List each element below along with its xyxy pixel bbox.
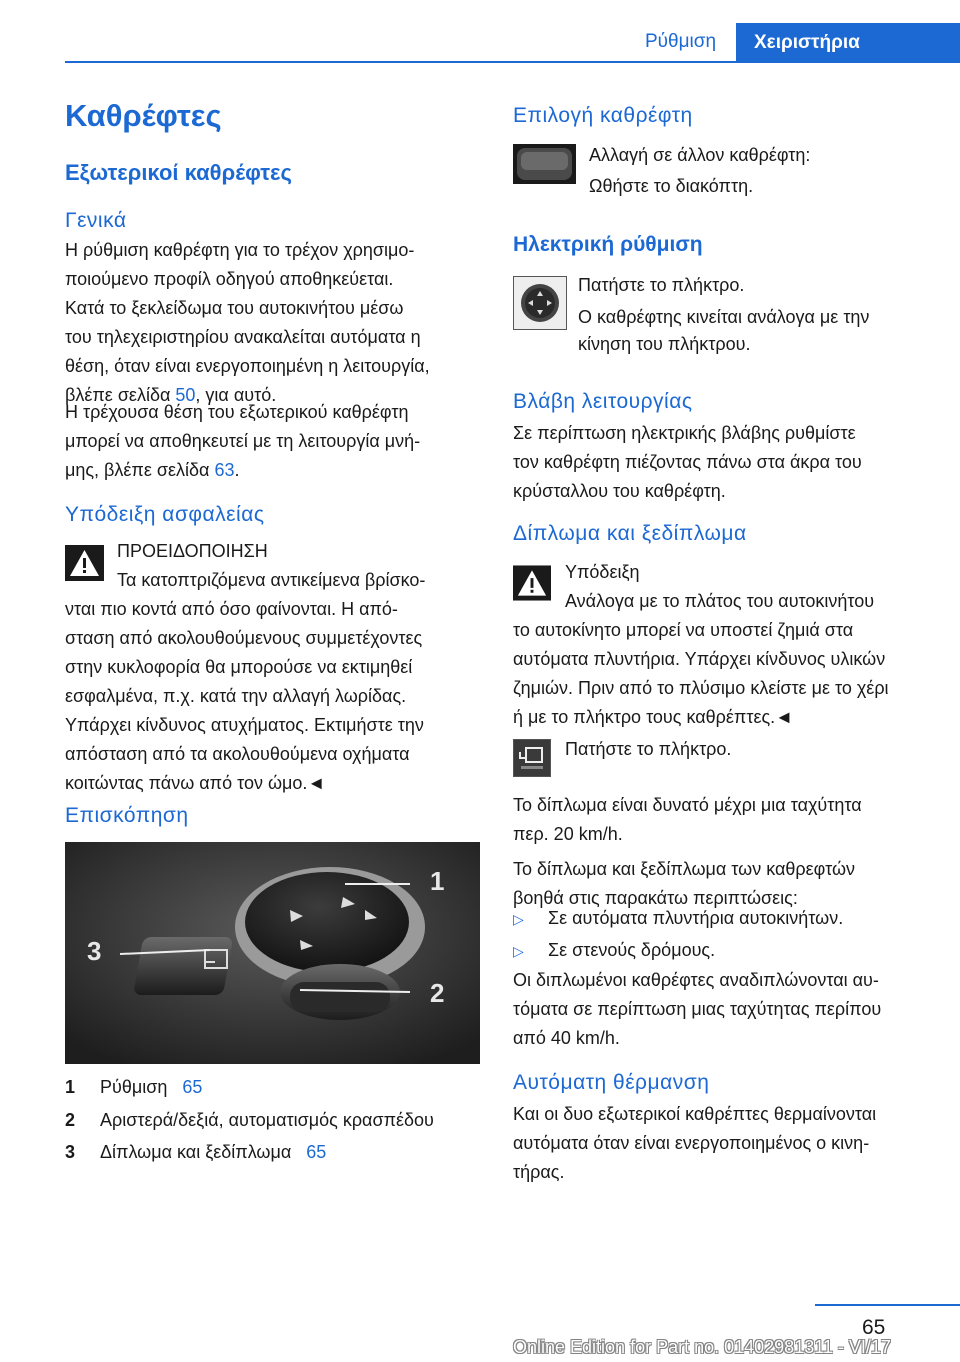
mirror-adjust-button-icon: [513, 276, 567, 330]
electric-line-2: Ο καθρέφτης κινείται ανάλογα με την: [578, 307, 870, 327]
text-line: θέση, όταν είναι ενεργοποιημένη η λειτουργία,: [65, 356, 430, 376]
heating-text: [513, 1100, 943, 1187]
mirror-switch-illustration: [65, 842, 480, 1064]
text-line: βλέπε σελίδα 50, για αυτό.: [65, 385, 277, 405]
malfunction-heading: Βλάβη λειτουργίας: [513, 390, 693, 413]
text-line: αυτόματα όταν είναι ενεργοποιημένος ο κινη-: [513, 1133, 870, 1153]
legend-item: Δίπλωμα και ξεδίπλωμα 65: [100, 1142, 327, 1162]
general-heading: Γενικά: [65, 209, 127, 232]
text-line: ποιούμενο προφίλ οδηγού αποθηκεύεται.: [65, 269, 394, 289]
callout-3: 3: [87, 936, 102, 966]
text-line: τήρας.: [513, 1162, 565, 1182]
legend-num: 3: [65, 1142, 76, 1162]
tab-chapter[interactable]: Χειριστήρια: [736, 23, 960, 63]
text-line: νται πιο κοντά από όσο φαίνονται. Η από-: [65, 599, 398, 619]
text-line: ή με το πλήκτρο τους καθρέπτες.◄: [513, 707, 793, 727]
text-line: Ανάλογα με το πλάτος του αυτοκινήτου: [565, 591, 875, 611]
text-line: τον καθρέφτη πιέζοντας πάνω στα άκρα του: [513, 452, 862, 472]
general-text-2: [65, 398, 485, 485]
footer-rule: [815, 1304, 960, 1306]
folding-heading: Δίπλωμα και ξεδίπλωμα: [513, 522, 747, 545]
page-header: [0, 23, 960, 61]
text-line: περ. 20 km/h.: [513, 824, 623, 844]
text-line: απόσταση από τα ακολουθούμενα οχήματα: [65, 744, 410, 764]
text-line: Και οι δυο εξωτερικοί καθρέπτες θερμαίνονται: [513, 1104, 877, 1124]
overview-heading: Επισκόπηση: [65, 804, 189, 827]
heating-heading: Αυτόματη θέρμανση: [513, 1071, 710, 1094]
page-ref-link[interactable]: 65: [306, 1142, 327, 1162]
page-ref-link[interactable]: 50: [175, 385, 196, 405]
text-line: ζημιών. Πριν από το πλύσιμο κλείστε με το χέρι: [513, 678, 889, 698]
text-line: Οι διπλωμένοι καθρέφτες αναδιπλώνονται αυ-: [513, 970, 879, 990]
page-number: 65: [862, 1316, 886, 1339]
bullet-triangle-icon: ▷: [513, 943, 524, 959]
page-ref-link[interactable]: 63: [214, 460, 235, 480]
select-line-1: Αλλαγή σε άλλον καθρέφτη:: [589, 145, 811, 165]
edition-watermark: Online Edition for Part no. 01402981311 - VI/17: [513, 1337, 891, 1357]
text-line: σταση από ακολουθούμενους συμμετέχοντες: [65, 628, 423, 648]
callout-1: 1: [430, 866, 445, 896]
safety-text: [65, 566, 485, 798]
page-ref-link[interactable]: 65: [182, 1077, 203, 1097]
folding-warning-text: [513, 587, 933, 732]
select-line-2: Ωθήστε το διακόπτη.: [589, 176, 754, 196]
text-line: στην κυκλοφορία θα μπορούσε να εκτιμηθεί: [65, 657, 413, 677]
bullet-item: Σε στενούς δρόμους.: [548, 940, 716, 960]
text-line: αυτόματα πλυντήρια. Υπάρχει κίνδυνος υλικών: [513, 649, 886, 669]
bullet-item: Σε αυτόματα πλυντήρια αυτοκινήτων.: [548, 908, 844, 928]
electric-heading: Ηλεκτρική ρύθμιση: [513, 233, 703, 256]
text-line: τόματα σε περίπτωση μιας ταχύτητας περίπου: [513, 999, 882, 1019]
text-line: μης, βλέπε σελίδα 63.: [65, 460, 240, 480]
text-line: Σε περίπτωση ηλεκτρικής βλάβης ρυθμίστε: [513, 423, 856, 443]
mirror-fold-button-icon: [513, 739, 551, 777]
legend-num: 1: [65, 1077, 76, 1097]
text-line: Η ρύθμιση καθρέφτη για το τρέχον χρησιμο-: [65, 240, 415, 260]
text-line: Το δίπλωμα είναι δυνατό μέχρι μια ταχύτητα: [513, 795, 862, 815]
text-line: βοηθά στις παρακάτω περιπτώσεις:: [513, 888, 798, 908]
malfunction-text: [513, 419, 933, 506]
safety-label: ΠΡΟΕΙΔΟΠΟΙΗΣΗ: [117, 541, 268, 561]
mirror-switch-photo: [65, 842, 480, 1064]
text-line: Τα κατοπτριζόμενα αντικείμενα βρίσκο-: [117, 570, 426, 590]
text-line: Υπάρχει κίνδυνος ατυχήματος. Εκτιμήστε την: [65, 715, 424, 735]
text-line: το αυτοκίνητο μπορεί να υποστεί ζημιά στα: [513, 620, 854, 640]
folding-label: Υπόδειξη: [565, 562, 640, 582]
legend-item: Αριστερά/δεξιά, αυτοματισμός κρασπέδου: [100, 1110, 434, 1130]
text-line: Κατά το ξεκλείδωμα του αυτοκινήτου μέσω: [65, 298, 404, 318]
mirror-select-switch-icon: [513, 144, 576, 184]
tab-section[interactable]: Ρύθμιση: [644, 31, 717, 52]
text-line: από 40 km/h.: [513, 1028, 620, 1048]
electric-line-3: κίνηση του πλήκτρου.: [578, 334, 751, 354]
folding-press: Πατήστε το πλήκτρο.: [565, 739, 732, 759]
text-line: κρύσταλλου του καθρέφτη.: [513, 481, 726, 501]
text-line: Το δίπλωμα και ξεδίπλωμα των καθρεφτών: [513, 859, 855, 879]
general-text: [65, 236, 485, 410]
legend-item: Ρύθμιση 65: [100, 1077, 203, 1097]
text-line: του τηλεχειριστηρίου ανακαλείται αυτόματα η: [65, 327, 421, 347]
folding-text: [513, 791, 933, 913]
text-line: Η τρέχουσα θέση του εξωτερικού καθρέφτη: [65, 402, 409, 422]
page-title: Καθρέφτες: [65, 98, 222, 133]
callout-2: 2: [430, 978, 445, 1008]
safety-heading: Υπόδειξη ασφαλείας: [65, 503, 265, 526]
bullet-triangle-icon: ▷: [513, 911, 524, 927]
text-line: κοιτώντας πάνω από τον ώμο.◄: [65, 773, 326, 793]
folding-text-2: [513, 966, 933, 1053]
text-line: εσφαλμένα, π.χ. κατά την αλλαγή λωρίδας.: [65, 686, 407, 706]
text-line: μπορεί να αποθηκευτεί με τη λειτουργία μνή-: [65, 431, 421, 451]
select-heading: Επιλογή καθρέφτη: [513, 104, 693, 127]
section-heading: Εξωτερικοί καθρέφτες: [65, 160, 292, 185]
legend-num: 2: [65, 1110, 76, 1130]
electric-line-1: Πατήστε το πλήκτρο.: [578, 275, 745, 295]
header-rule: [65, 61, 960, 63]
